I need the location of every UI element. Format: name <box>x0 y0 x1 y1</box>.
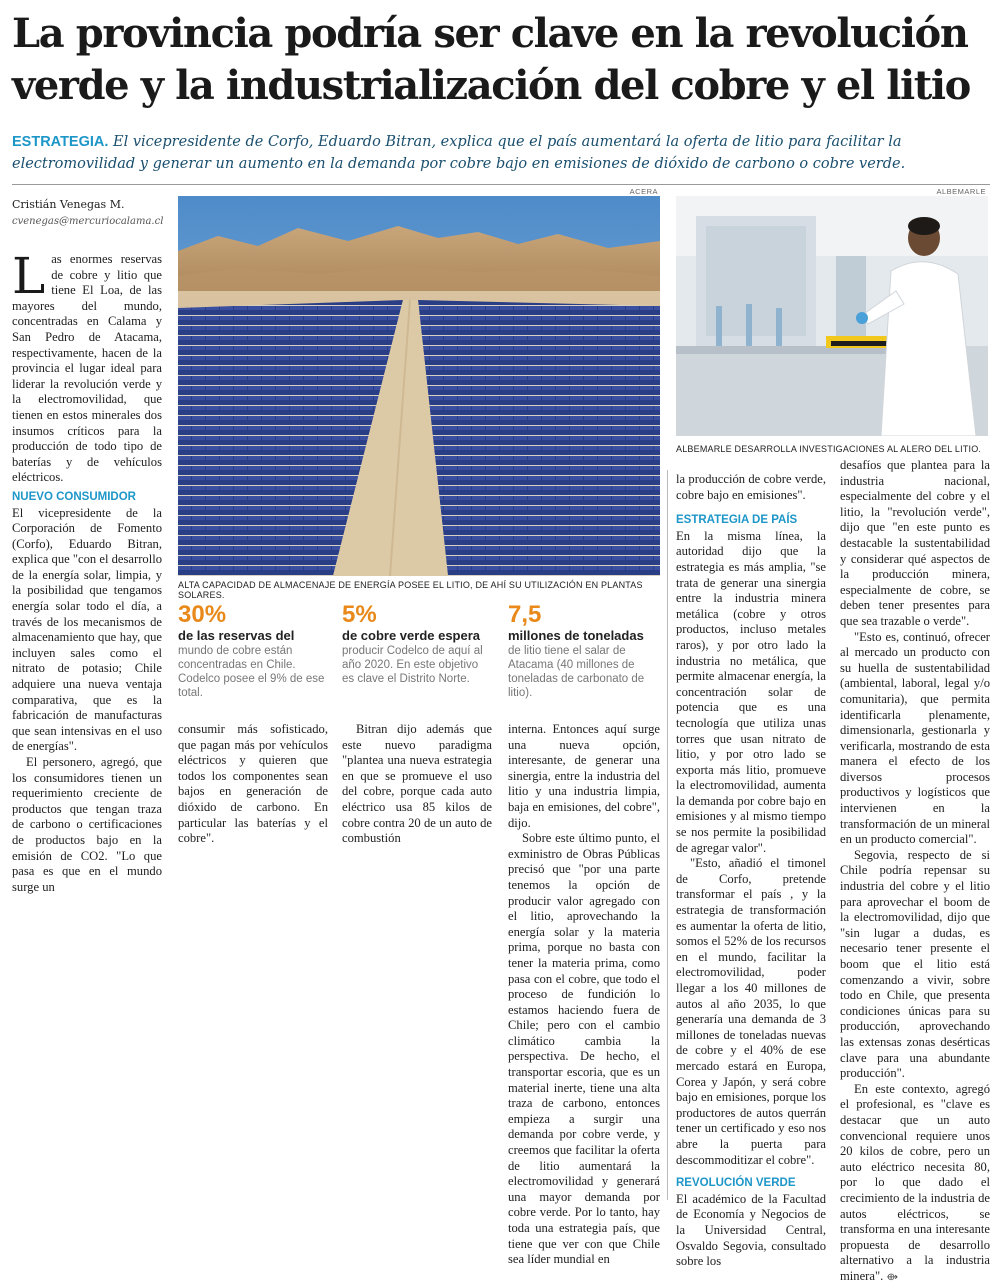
fact-1-label: de las reservas del <box>178 628 295 643</box>
col5-paragraph-1: En la misma línea, la autoridad dijo que la estrategia es más amplia, "se trata de generar una sinergia entre la industria minera metálica (cobre y otros productos, incluso metales raros), y por otro lado la industria no metálica, que permite almacenar energía, la concentración solar de potencia que es una tecnología que utiliza unas torres que usan nitrato de litio, y por otro lado se exporta más litio, promueve la electromovilidad, aumenta la demanda por cobre bajo en emisiones y al mismo tiempo se nos permite la posibilidad de agregar valor". <box>676 528 826 855</box>
article-column-2 <box>178 722 328 847</box>
col4-paragraph-1: interna. Entonces aquí surge una nueva opción, interesante, de generar una sinergia, entre la industria del litio y una industria limpia, baja en emisiones, del cobre", dijo. <box>508 722 660 830</box>
end-of-article-icon: ⟴ <box>886 1271 898 1283</box>
column-divider <box>667 470 668 1200</box>
col1-paragraph-2: El vicepresidente de la Corporación de Fomento (Corfo), Eduardo Bitran, explica que "con el desarrollo de la energía solar, limpia, y la posibilidad que tengamos energía solar todo el día, a través de los mecanismos de almacenamiento que hay, que incluyen sales como el nitrato de potasio; Chile adquiere una nueva ventaja comparativa, que es la fabricación de manufacturas que sean intensivas en el uso de energías". <box>12 505 162 754</box>
dropcap: L <box>12 247 46 305</box>
col1-paragraph-3: El personero, agregó, que los consumidores tienen un requerimiento creciente de productos que tengan traza de carbono o certificaciones de productos bajo en la emisión de CO2. "Lo que pasa es que en el mundo surge un <box>12 755 162 894</box>
subheading-revolucion-verde: REVOLUCIÓN VERDE <box>676 1177 796 1190</box>
article-column-1 <box>12 247 162 895</box>
fact-3 <box>508 602 660 700</box>
solar-plant-photo <box>178 196 660 576</box>
article-column-4 <box>508 722 660 1268</box>
subheading-nuevo-consumidor: NUEVO CONSUMIDOR <box>12 490 136 503</box>
fact-3-number: 7,5 <box>508 601 542 628</box>
lab-photo <box>676 196 988 436</box>
col6-paragraph-2: Segovia, respecto de si Chile podría repensar su industria del cobre y el litio para aprovechar el boom de la electromovilidad, dijo que "sin lugar a dudas, es necesario tener presente el boom que el litio está comenzando a vivir, sobre todo en Chile, que presenta condiciones únicas para su producción, aprovechando las extensas zonas desérticas clave para una abundante producción". <box>840 847 990 1081</box>
fact-2 <box>342 602 492 686</box>
lead-paragraph <box>12 131 990 175</box>
col6-paragraph-0: desafíos que plantea para la industria nacional, especialmente del cobre y el litio, la "revolución verde", dijo que "en este punto es destacable la sustentabilidad y considerar qué aspectos de la producción minera, especialmente de cobre, se deben tener presentes para que sea trazable o verde". <box>840 458 990 628</box>
solar-photo-credit: ACERA <box>629 187 658 196</box>
fact-1-number: 30% <box>178 601 227 628</box>
col3-paragraph-1: Bitran dijo además que este nuevo paradigma "plantea una nueva estrategia en que se promueve el uso del cobre, porque cada auto eléctrico usa 85 kilos de cobre contra 20 de un auto de combustión <box>342 722 492 846</box>
byline-author: Cristián Venegas M. <box>12 198 125 211</box>
fact-1 <box>178 602 328 700</box>
col5-paragraph-0: la producción de cobre verde, cobre bajo en emisiones". <box>676 472 826 502</box>
col6-paragraph-1: "Esto es, continuó, ofrecer al mercado un producto con su huella de sustentabilidad (ambiental, laboral, legal y/o comunitaria), que permita identificarla plenamente, dimensionarla, gestionarla y verificarla, mostrando de esta manera el efecto de los diversos procesos productivos y logísticos que intervienen en la transformación de un mineral en un producto comercial". <box>840 629 990 847</box>
solar-photo-caption: ALTA CAPACIDAD DE ALMACENAJE DE ENERGÍA POSEE EL LITIO, DE AHÍ SU UTILIZACIÓN EN PLANTAS SOLARES. <box>178 580 643 600</box>
col5-paragraph-2: "Esto, añadió el timonel de Corfo, pretende transformar el país , y la estrategia de transformación es aumentar la oferta de litio, somos el 52% de los recursos en el mundo, facilitar la electromovilidad, poder llegar a los 40 millones de autos al año 2035, lo que generaría una demanda de 3 millones de toneladas nuevas de cobre y el 40% de ese mercado estará en Europa, Corea y Japón, y será cobre bajo en emisiones, porque los productores de autos querrán tener un certificado y eso nos abre la puerta para descommoditizar el cobre". <box>676 856 826 1167</box>
col4-paragraph-2: Sobre este último punto, el exministro de Obras Públicas precisó que "por una parte tenemos la opción de producir valor agregado con el litio, aprovechando la energía solar y la materia prima, porque no basta con tener la materia prima, como pasa con el cobre, que todo el proceso de fundición lo estamos haciendo fuera de Chile; pero con el cambio climático cambia la perspectiva. De hecho, el transportar escoria, que es un material inerte, tiene una alta traza de carbono, entonces empieza a surgir una demanda por cobre verde, y creemos que facilitar la oferta de litio aumentará la electromovilidad y generará una mayor demanda por cobre verde. Por lo tanto, hay toda una estrategia país, que tiene que ver con que Chile sea líder mundial en <box>508 831 660 1267</box>
col5-paragraph-3: El académico de la Facultad de Economía y Negocios de la Universidad Central, Osvaldo Segovia, consultado sobre los <box>676 1191 826 1269</box>
headline: La provincia podría ser clave en la revolución verde y la industrialización del cobre y el litio <box>12 10 970 109</box>
lab-photo-caption: ALBEMARLE DESARROLLA INVESTIGACIONES AL ALERO DEL LITIO. <box>676 444 982 454</box>
lead-text: El vicepresidente de Corfo, Eduardo Bitran, explica que el país aumentará la oferta de litio para facilitar la electromovilidad y generar un aumento en la demanda por cobre bajo en emisiones de dióxido de carbono o cobre verde. <box>12 134 906 172</box>
col6-paragraph-3 <box>840 1082 990 1285</box>
fact-2-label: de cobre verde espera <box>342 628 481 643</box>
lead-tag: ESTRATEGIA. <box>12 134 109 150</box>
article-column-3 <box>342 722 492 847</box>
article-column-6 <box>840 458 990 1285</box>
lab-photo-credit: ALBEMARLE <box>936 187 986 196</box>
header-divider <box>12 184 990 185</box>
subheading-estrategia-de-pais: ESTRATEGIA DE PAÍS <box>676 514 798 527</box>
fact-2-number: 5% <box>342 601 377 628</box>
article-column-5 <box>676 472 826 1270</box>
fact-2-text: producir Codelco de aquí al año 2020. En este objetivo es clave el Distrito Norte. <box>342 645 483 685</box>
col6-paragraph-3-text: En este contexto, agregó el profesional, es "clave es destacar que un auto convencional requiere unos 20 kilos de cobre, pero un auto eléctrico necesita 80, por lo que dado el crecimiento de la industria de autos eléctricos, se transforma en una interesante propuesta de desarrollo alternativo a la industria minera". <box>840 1081 990 1283</box>
fact-3-text: de litio tiene el salar de Atacama (40 millones de toneladas de carbonato de litio). <box>508 645 645 699</box>
fact-3-label: millones de toneladas <box>508 628 644 643</box>
byline-email[interactable]: cvenegas@mercuriocalama.cl <box>12 216 164 227</box>
fact-1-text: mundo de cobre están concentradas en Chile. Codelco posee el 9% de ese total. <box>178 645 325 699</box>
col1-paragraph-1: as enormes reservas de cobre y litio que tiene El Loa, de las mayores del mundo, concentradas en Calama y San Pedro de Atacama, respectivamente, hacen de la provincia el lugar ideal para liderar la revolución verde y la electromovilidad, que tienen en estos minerales dos insumos críticos para la producción de todo tipo de baterías y de vehículos eléctricos. <box>12 252 162 485</box>
col2-paragraph-1: consumir más sofisticado, que pagan más por vehículos eléctricos y quieren que todos los componentes sean bajos en generación de dióxido de carbono. En particular las baterías y el cobre". <box>178 722 328 846</box>
